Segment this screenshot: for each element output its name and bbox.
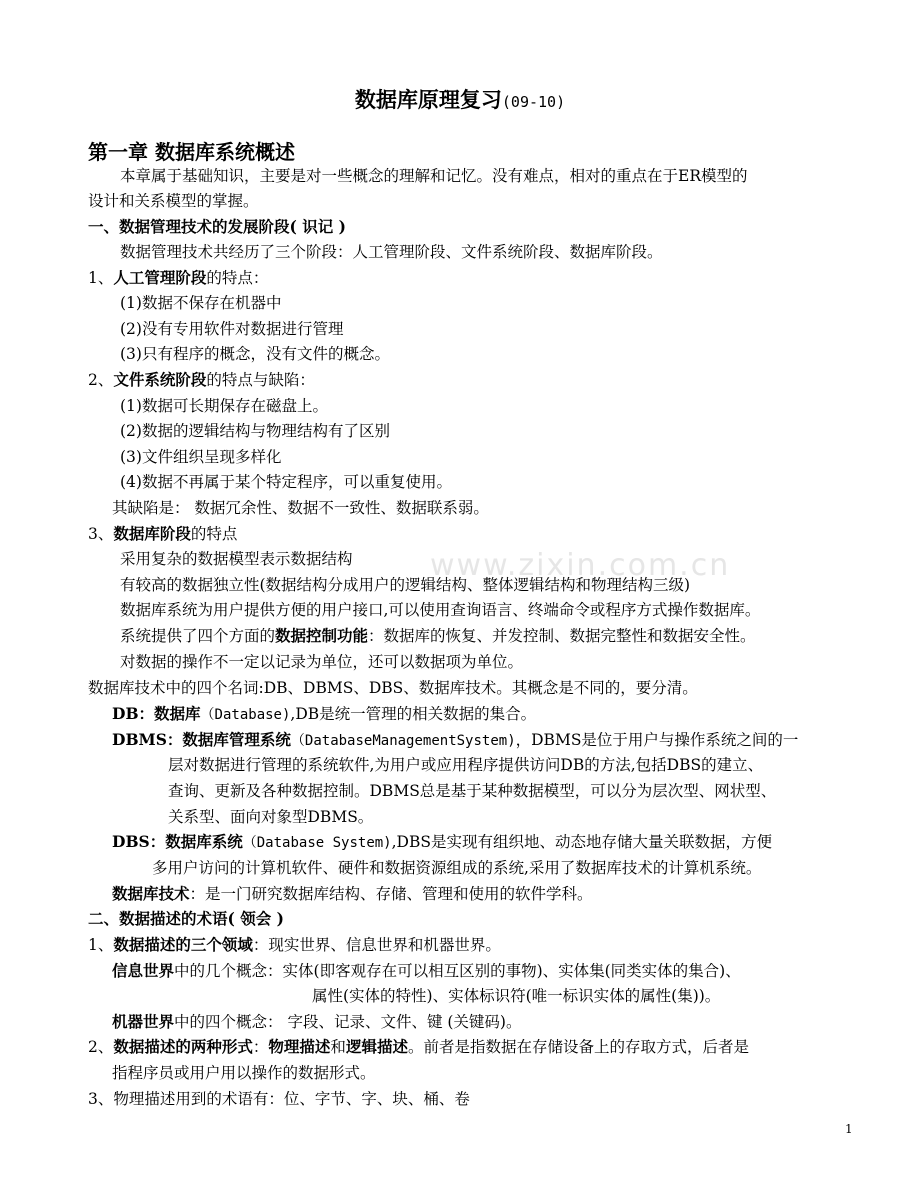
term-dbs-line: 多用户访问的计算机软件、硬件和数据资源组成的系统,采用了数据库技术的计算机系统。 <box>152 859 762 877</box>
info-world: 信息世界中的几个概念：实体(即客观存在可以相互区别的事物)、实体集(同类实体的集合)、 <box>112 961 741 980</box>
list-item: (1)数据可长期保存在磁盘上。 <box>120 397 328 415</box>
stage-3-heading: 3、数据库阶段的特点 <box>88 524 238 543</box>
stage-3-line: 采用复杂的数据模型表示数据结构 <box>120 550 353 568</box>
s2-point-1: 1、数据描述的三个领域：现实世界、信息世界和机器世界。 <box>88 935 501 954</box>
s2-point-2-line: 指程序员或用户用以操作的数据形式。 <box>112 1064 376 1082</box>
list-item: (4)数据不再属于某个特定程序，可以重复使用。 <box>120 473 452 491</box>
title-year: (09-10) <box>501 93 566 111</box>
intro-line-2: 设计和关系模型的掌握。 <box>88 192 259 210</box>
term-dbms: DBMS：数据库管理系统（DatabaseManagementSystem)，DBMS是位于用户与操作系统之间的一 <box>112 730 799 749</box>
term-db-tech: 数据库技术：是一门研究数据库结构、存储、管理和使用的软件学科。 <box>112 884 593 903</box>
term-dbms-line: 关系型、面向对象型DBMS。 <box>168 808 374 826</box>
page-number: 1 <box>845 1122 853 1136</box>
document-title: 数据库原理复习(09-10) <box>354 87 566 112</box>
section-1-summary: 数据管理技术共经历了三个阶段：人工管理阶段、文件系统阶段、数据库阶段。 <box>120 243 663 261</box>
list-item: (3)文件组织呈现多样化 <box>120 448 282 466</box>
list-item: (3)只有程序的概念，没有文件的概念。 <box>120 345 390 363</box>
term-dbms-line: 层对数据进行管理的系统软件,为用户或应用程序提供访问DB的方法,包括DBS的建立、 <box>168 756 764 774</box>
stage-3-line: 有较高的数据独立性(数据结构分成用户的逻辑结构、整体逻辑结构和物理结构三级) <box>120 576 691 594</box>
machine-world: 机器世界中的四个概念： 字段、记录、文件、键 (关键码)。 <box>112 1012 522 1031</box>
terms-intro: 数据库技术中的四个名词:DB、DBMS、DBS、数据库技术。其概念是不同的，要分清。 <box>88 679 698 697</box>
s2-point-3: 3、物理描述用到的术语有：位、字节、字、块、桶、卷 <box>88 1090 470 1108</box>
term-db: DB：数据库（Database),DB是统一管理的相关数据的集合。 <box>112 704 537 723</box>
term-dbs: DBS：数据库系统（Database System),DBS是实现有组织地、动态地存储大量关联数据，方便 <box>112 832 772 851</box>
list-item: (2)数据的逻辑结构与物理结构有了区别 <box>120 422 390 440</box>
term-dbms-line: 查询、更新及各种数据控制。DBMS总是基于某种数据模型，可以分为层次型、网状型、 <box>168 782 777 800</box>
intro-line-1: 本章属于基础知识，主要是对一些概念的理解和记忆。没有难点，相对的重点在于ER模型的 <box>120 167 748 185</box>
list-item: (2)没有专用软件对数据进行管理 <box>120 320 344 338</box>
stage-2-defect: 其缺陷是： 数据冗余性、数据不一致性、数据联系弱。 <box>112 499 489 517</box>
stage-3-line: 数据库系统为用户提供方便的用户接口,可以使用查询语言、终端命令或程序方式操作数据库。 <box>120 601 761 619</box>
stage-1-heading: 1、人工管理阶段的特点： <box>88 268 269 287</box>
info-world-line: 属性(实体的特性)、实体标识符(唯一标识实体的属性(集))。 <box>312 987 721 1005</box>
section-2-heading: 二、数据描述的术语( 领会 ) <box>88 909 284 928</box>
s2-point-2: 2、数据描述的两种形式：物理描述和逻辑描述。前者是指数据在存储设备上的存取方式，后者是 <box>88 1037 749 1056</box>
watermark: www.zixin.com.cn <box>430 548 731 583</box>
stage-3-line: 对数据的操作不一定以记录为单位，还可以数据项为单位。 <box>120 653 524 671</box>
stage-3-line: 系统提供了四个方面的数据控制功能：数据库的恢复、并发控制、数据完整性和数据安全性。 <box>120 626 756 645</box>
section-1-heading: 一、数据管理技术的发展阶段( 识记 ) <box>88 217 346 236</box>
list-item: (1)数据不保存在机器中 <box>120 294 282 312</box>
chapter-heading: 第一章 数据库系统概述 <box>88 140 295 164</box>
stage-2-heading: 2、文件系统阶段的特点与缺陷： <box>88 370 315 389</box>
